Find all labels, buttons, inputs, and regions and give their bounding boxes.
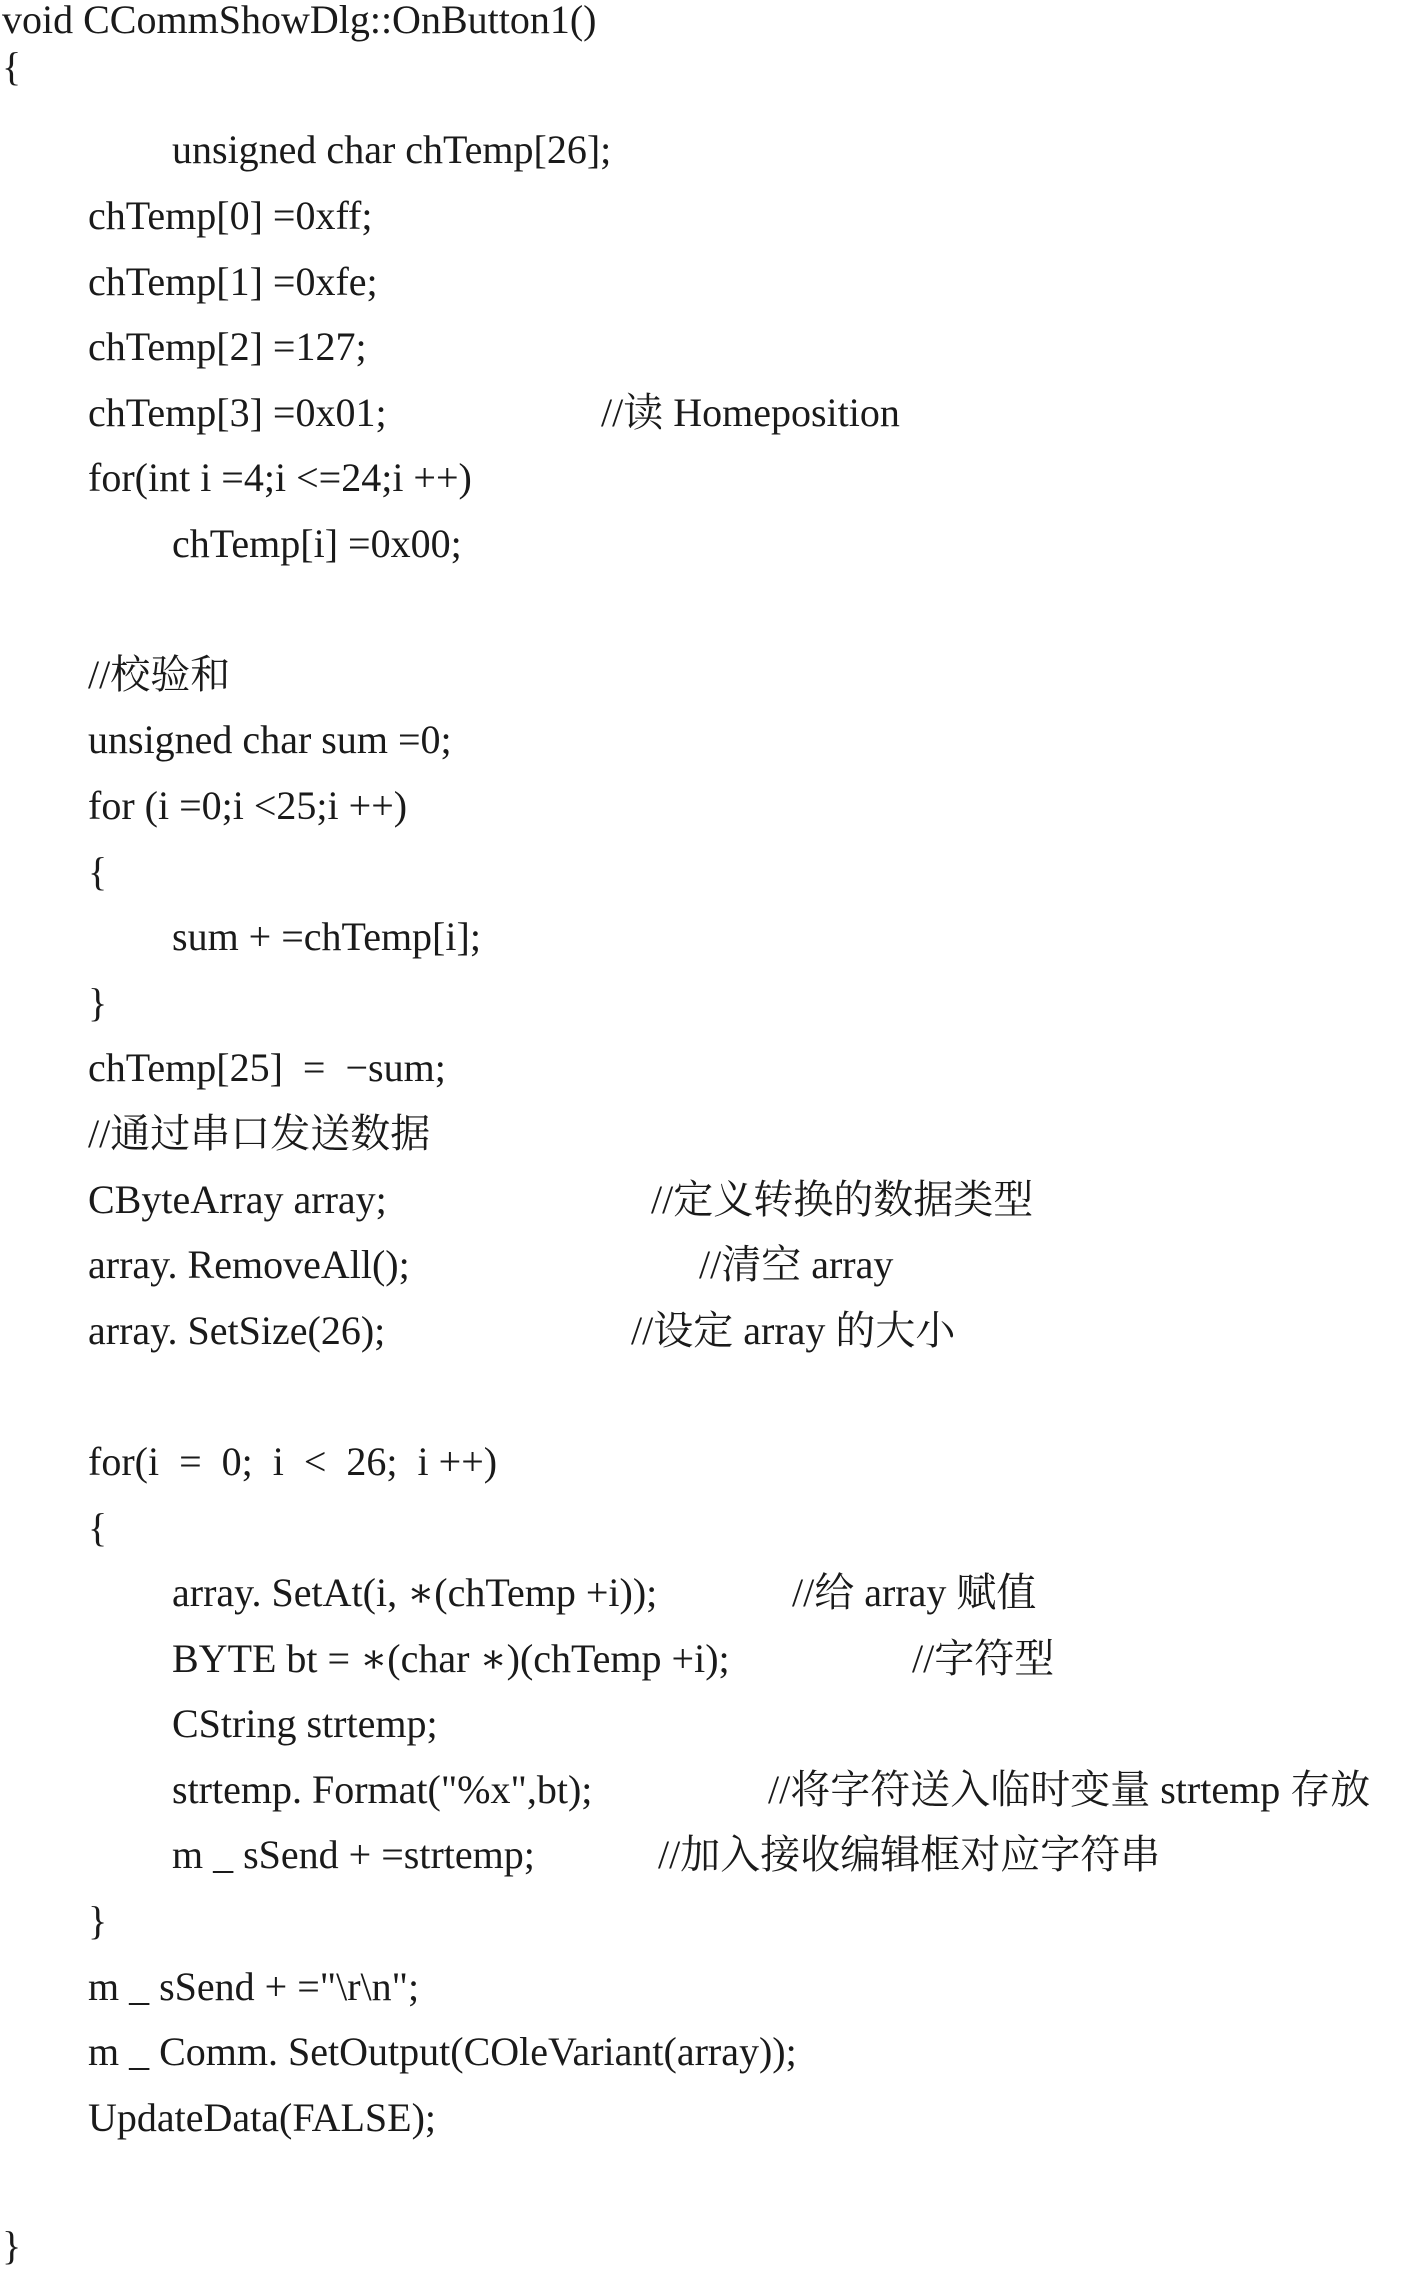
code-text: m _ sSend + ="\r\n"; <box>88 1964 420 2009</box>
code-comment: //设定 array 的大小 <box>631 1308 956 1353</box>
code-text: chTemp[2] =127; <box>88 324 367 369</box>
code-text: array. RemoveAll(); <box>88 1242 410 1287</box>
code-text: UpdateData(FALSE); <box>88 2095 437 2140</box>
code-text: for (i =0;i <25;i ++) <box>88 783 408 828</box>
code-text: chTemp[0] =0xff; <box>88 193 373 238</box>
code-text: { <box>88 1505 108 1550</box>
code-text: { <box>2 44 22 89</box>
code-text: void CCommShowDlg::OnButton1() <box>2 0 597 42</box>
code-text: CByteArray array; <box>88 1177 387 1222</box>
code-text: chTemp[1] =0xfe; <box>88 259 378 304</box>
code-comment: //将字符送入临时变量 strtemp 存放 <box>768 1767 1371 1812</box>
code-text: array. SetAt(i, ∗(chTemp +i)); <box>172 1570 658 1615</box>
code-text: BYTE bt = ∗(char ∗)(chTemp +i); <box>172 1636 730 1681</box>
code-text: unsigned char chTemp[26]; <box>172 127 612 172</box>
code-text: array. SetSize(26); <box>88 1308 386 1353</box>
code-text: //校验和 <box>88 652 231 697</box>
code-text: } <box>88 980 108 1025</box>
code-text: } <box>2 2223 22 2268</box>
code-text: m _ Comm. SetOutput(COleVariant(array)); <box>88 2029 797 2074</box>
code-text: strtemp. Format("%x",bt); <box>172 1767 593 1812</box>
code-comment: //给 array 赋值 <box>792 1570 1037 1615</box>
code-text: chTemp[3] =0x01; <box>88 390 387 435</box>
code-text: sum + =chTemp[i]; <box>172 914 481 959</box>
code-text: CString strtemp; <box>172 1701 438 1746</box>
code-comment: //字符型 <box>912 1636 1055 1681</box>
code-comment: //读 Homeposition <box>601 390 900 435</box>
code-text: { <box>88 849 108 894</box>
code-text: chTemp[i] =0x00; <box>172 521 462 566</box>
code-text: } <box>88 1898 108 1943</box>
code-text: //通过串口发送数据 <box>88 1111 431 1156</box>
code-comment: //加入接收编辑框对应字符串 <box>658 1832 1161 1877</box>
code-comment: //定义转换的数据类型 <box>651 1177 1034 1222</box>
code-text: unsigned char sum =0; <box>88 717 452 762</box>
code-text: m _ sSend + =strtemp; <box>172 1832 535 1877</box>
code-comment: //清空 array <box>699 1242 894 1287</box>
code-text: for(int i =4;i <=24;i ++) <box>88 455 472 500</box>
code-text: for(i = 0; i < 26; i ++) <box>88 1439 498 1484</box>
code-text: chTemp[25] = −sum; <box>88 1045 446 1090</box>
